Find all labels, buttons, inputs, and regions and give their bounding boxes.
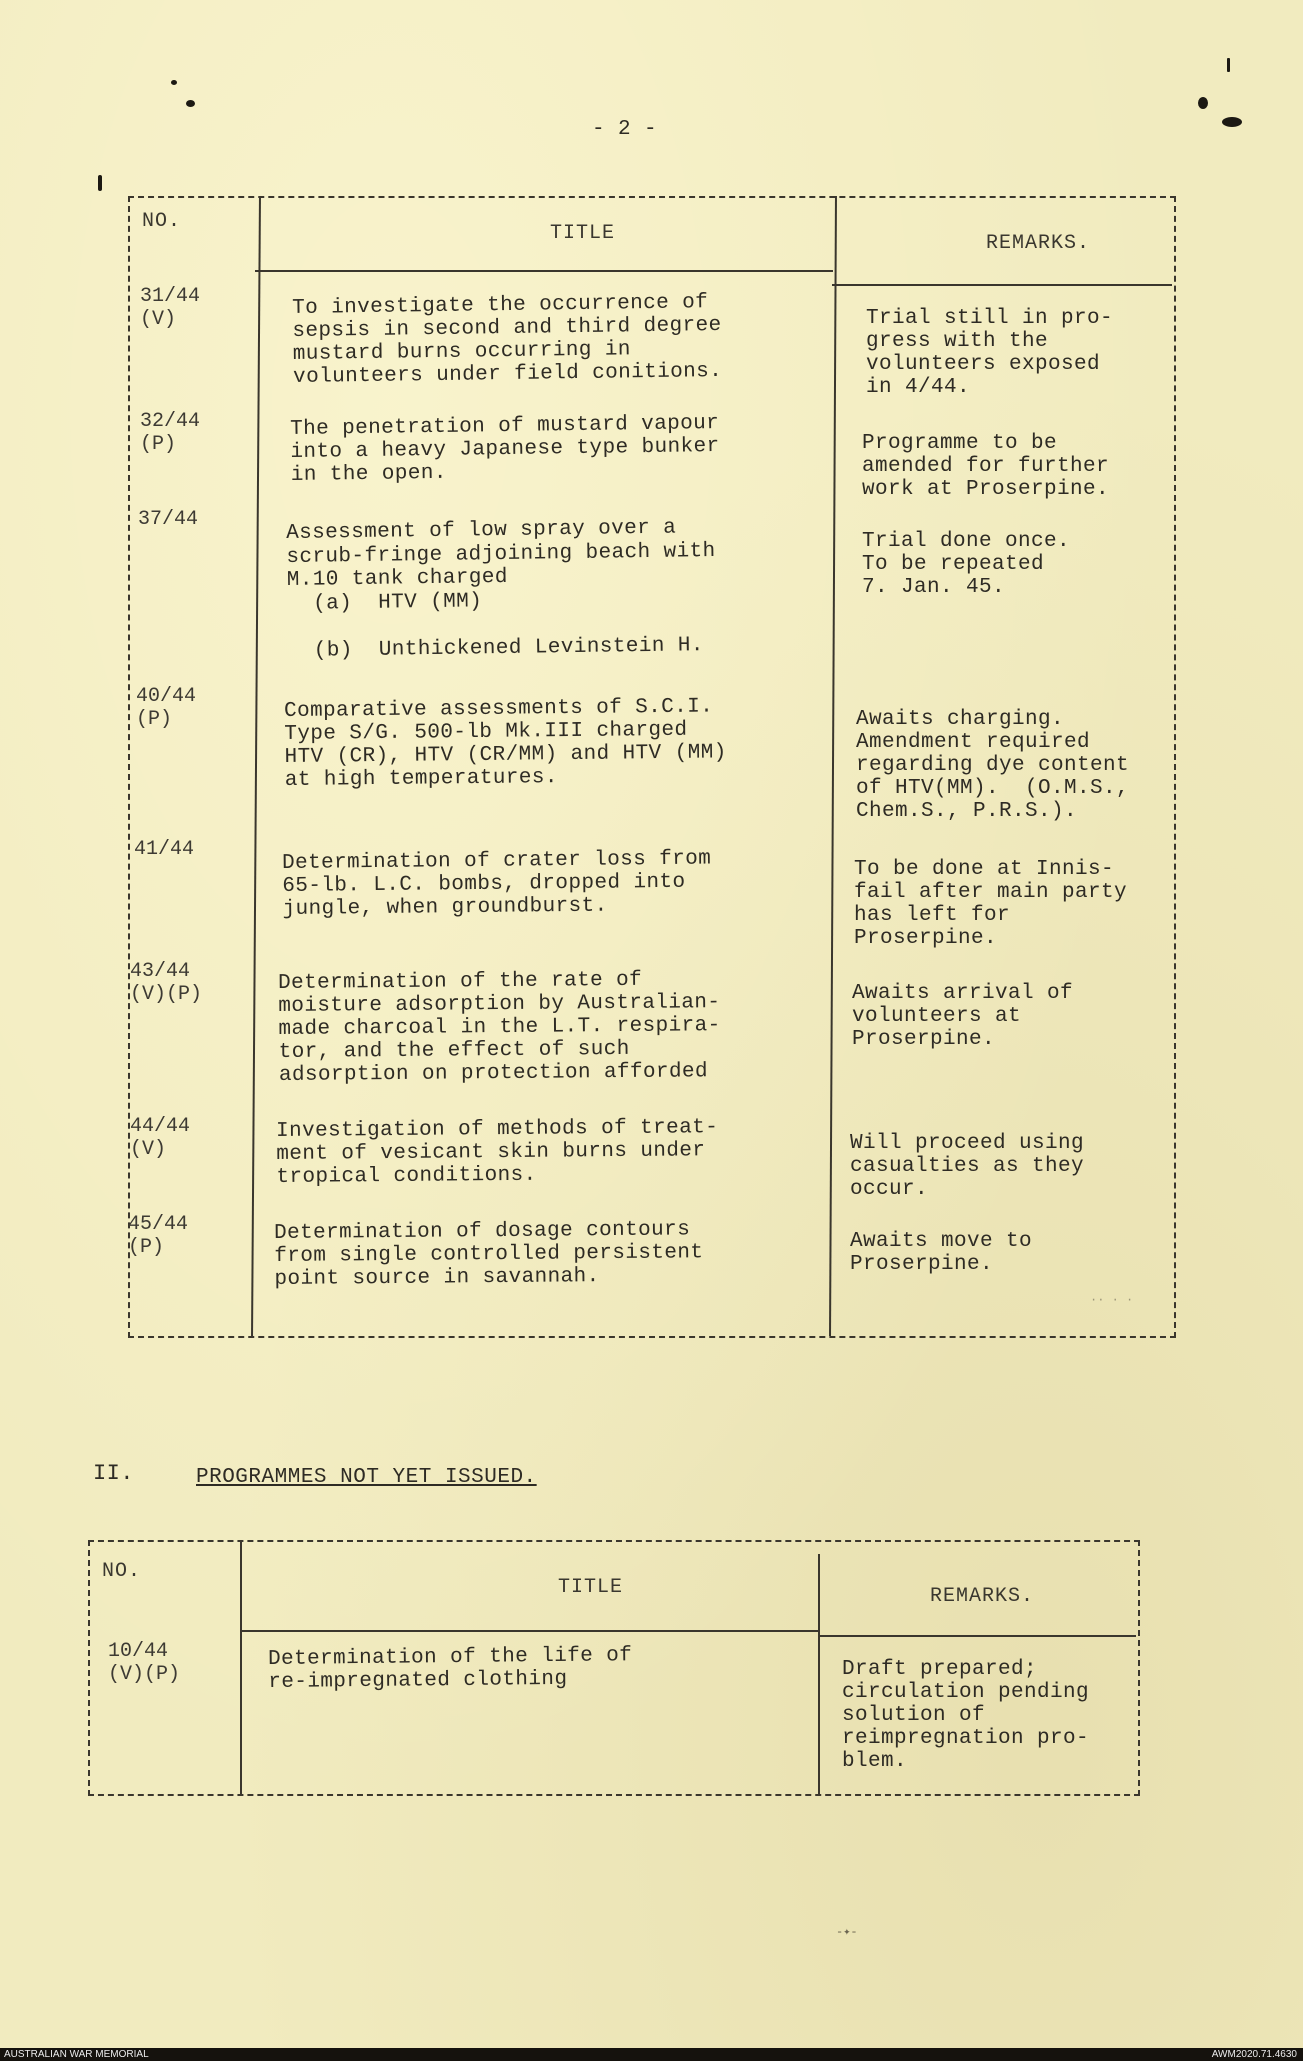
header-remarks: REMARKS.: [930, 1585, 1035, 1608]
row-title: The penetration of mustard vapour into a heavy Japanese type bunker in the open.: [290, 412, 720, 487]
section-number: II.: [93, 1461, 134, 1486]
header-no: NO.: [102, 1560, 142, 1583]
row-title: To investigate the occurrence of sepsis in second and third degree mustard burns occurring in volunteers under field conitions.: [292, 291, 723, 389]
header-divider: [240, 1630, 818, 1632]
footer-institution: AUSTRALIAN WAR MEMORIAL: [4, 2049, 149, 2060]
faint-stamp-mark: -✦-: [836, 1925, 858, 1939]
row-remarks: Programme to be amended for further work at Proserpine.: [862, 432, 1110, 501]
row-number: 44/44 (V): [130, 1115, 191, 1161]
ink-blot: [171, 80, 177, 85]
row-number: 41/44: [134, 838, 195, 861]
ink-blot: [1227, 58, 1230, 72]
row-title: Determination of crater loss from 65-lb. L.C. bombs, dropped into jungle, when groundburst.: [282, 847, 712, 921]
row-remarks: Awaits charging. Amendment required regarding dye content of HTV(MM). (O.M.S., Chem.S., P.R.S.).: [856, 708, 1130, 823]
faint-stamp-mark: ·· · ·: [1090, 1293, 1134, 1307]
ink-blot: [98, 175, 102, 191]
header-title: TITLE: [558, 1576, 624, 1599]
ink-blot: [186, 100, 195, 107]
row-title: Comparative assessments of S.C.I. Type S/G. 500-lb Mk.III charged HTV (CR), HTV (CR/MM) and HTV (MM) at high temperatures.: [284, 695, 727, 792]
row-remarks: Awaits arrival of volunteers at Proserpine.: [852, 982, 1074, 1051]
row-number: 10/44 (V)(P): [108, 1640, 181, 1686]
row-number: 40/44 (P): [136, 685, 197, 731]
row-number: 43/44 (V)(P): [130, 960, 203, 1006]
row-number: 45/44 (P): [128, 1213, 189, 1259]
row-remarks: Awaits move to Proserpine.: [850, 1230, 1033, 1276]
row-title: Determination of the rate of moisture adsorption by Australian- made charcoal in the L.T. respira- tor, and the effect of such adsorption on protection afforded: [278, 968, 721, 1087]
row-title: Determination of dosage contours from single controlled persistent point source in savannah.: [274, 1218, 704, 1291]
column-divider: [818, 1554, 820, 1794]
page-number: - 2 -: [592, 118, 658, 141]
row-remarks: Trial done once. To be repeated 7. Jan. 45.: [862, 530, 1071, 599]
row-remarks: Draft prepared; circulation pending solution of reimpregnation pro- blem.: [842, 1658, 1090, 1773]
header-divider: [832, 284, 1172, 286]
row-remarks: To be done at Innis- fail after main party has left for Proserpine.: [854, 858, 1128, 950]
header-title: TITLE: [550, 222, 616, 245]
row-number: 31/44 (V): [140, 285, 201, 331]
row-number: 37/44: [138, 508, 199, 531]
row-number: 32/44 (P): [140, 410, 201, 456]
column-divider: [240, 1540, 242, 1794]
row-remarks: Will proceed using casualties as they occur.: [850, 1132, 1085, 1201]
header-no: NO.: [142, 210, 182, 233]
header-divider: [818, 1635, 1136, 1637]
section-title: PROGRAMMES NOT YET ISSUED.: [196, 1466, 537, 1489]
footer-accession-number: AWM2020.71.4630: [1211, 2049, 1297, 2060]
row-title: Assessment of low spray over a scrub-fringe adjoining beach with M.10 tank charged (a) HTV (MM) (b) Unthickened Levinstein H.: [286, 516, 716, 663]
header-divider: [255, 270, 833, 272]
row-remarks: Trial still in pro- gress with the volunteers exposed in 4/44.: [866, 307, 1114, 399]
archive-footer: [0, 2048, 1303, 2061]
ink-blot: [1198, 97, 1208, 109]
row-title: Investigation of methods of treat- ment of vesicant skin burns under tropical conditions.: [276, 1116, 719, 1189]
header-remarks: REMARKS.: [986, 232, 1091, 255]
row-title: Determination of the life of re-impregnated clothing: [268, 1644, 633, 1694]
ink-blot: [1222, 117, 1242, 127]
